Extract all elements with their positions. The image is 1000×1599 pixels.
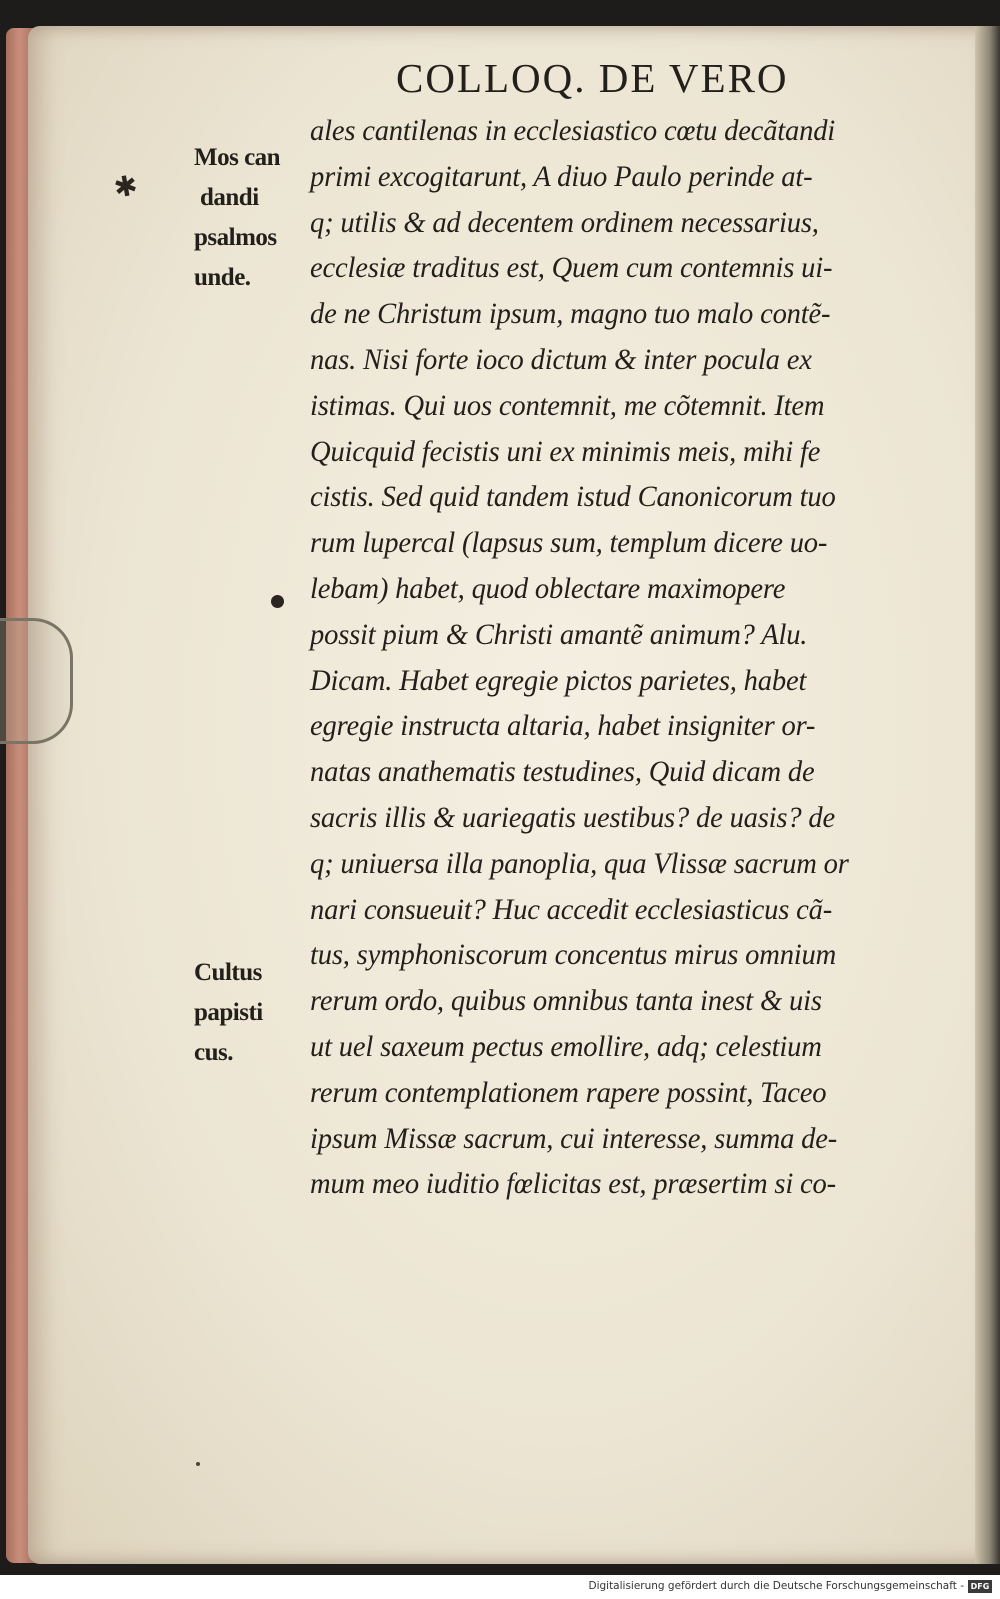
margin-note-line: papisti (194, 999, 263, 1026)
text-line: tus, symphoniscorum concentus mirus omnium (310, 938, 837, 972)
margin-note-cultus (194, 953, 324, 1073)
text-line: nas. Nisi forte ioco dictum & inter pocula ex (310, 342, 812, 376)
text-line: istimas. Qui uos contemnit, me cõtemnit. Item (310, 388, 825, 422)
margin-note-line: dandi (200, 184, 259, 211)
ink-dot-icon (271, 595, 284, 608)
text-line: primi excogitarunt, A diuo Paulo perinde at- (310, 159, 813, 193)
dfg-logo-icon: DFG (968, 1580, 992, 1593)
text-line: q; uniuersa illa panoplia, qua Vlissæ sacrum or (310, 846, 849, 880)
text-line: ecclesiæ traditus est, Quem cum contemnis ui- (310, 251, 833, 285)
page-right-edge (975, 26, 1000, 1564)
text-line: ales cantilenas in ecclesiastico cœtu decãtandi (310, 114, 836, 147)
text-line: q; utilis & ad decentem ordinem necessarius, (310, 205, 819, 239)
clasp (0, 618, 73, 744)
text-line: possit pium & Christi amantẽ animum? Alu. (310, 617, 808, 651)
text-line: ipsum Missæ sacrum, cui interesse, summa de- (310, 1121, 838, 1155)
funding-credit: Digitalisierung gefördert durch die Deutsche Forschungsgemeinschaft - (588, 1580, 964, 1592)
text-line: Quicquid fecistis uni ex minimis meis, mihi fe (310, 434, 821, 468)
text-line: Dicam. Habet egregie pictos parietes, habet (310, 663, 807, 697)
margin-note-line: unde. (194, 264, 251, 291)
margin-note-line: Cultus (194, 959, 262, 986)
text-line: rerum ordo, quibus omnibus tanta inest & uis (310, 984, 822, 1018)
text-line: egregie instructa altaria, habet insigniter or- (310, 709, 816, 743)
body-text (310, 108, 940, 1207)
margin-note-line: psalmos (194, 224, 277, 251)
text-line: lebam) habet, quod oblectare maximopere (310, 571, 786, 605)
margin-note-line: cus. (194, 1039, 233, 1066)
ink-speck-icon (196, 1462, 200, 1466)
margin-note-line: Mos can (194, 144, 281, 171)
running-title: COLLOQ. DE VERO (396, 55, 789, 101)
text-line: mum meo iuditio fœlicitas est, præsertim si co- (310, 1167, 836, 1201)
text-line: rum lupercal (lapsus sum, templum dicere uo- (310, 526, 828, 560)
text-line: natas anathematis testudines, Quid dicam de (310, 755, 815, 789)
footer-bar (0, 1575, 1000, 1599)
margin-note-psalms (194, 138, 324, 298)
text-line: nari consueuit? Huc accedit ecclesiasticus cã- (310, 892, 833, 926)
asterisk-mark-icon: ✱ (111, 170, 141, 205)
text-line: rerum contemplationem rapere possint, Taceo (310, 1075, 827, 1109)
text-line: cistis. Sed quid tandem istud Canonicorum tuo (310, 480, 836, 514)
text-line: ut uel saxeum pectus emollire, adq; celestium (310, 1029, 822, 1063)
text-line: de ne Christum ipsum, magno tuo malo contẽ- (310, 297, 831, 331)
text-line: sacris illis & uariegatis uestibus? de uasis? de (310, 800, 835, 834)
